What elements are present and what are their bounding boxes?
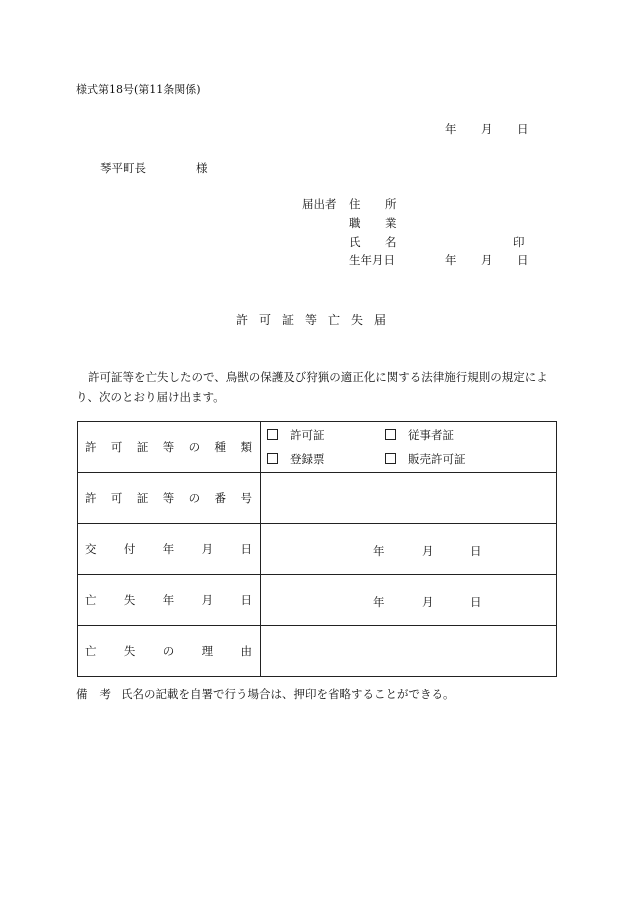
checkbox-icon[interactable] bbox=[267, 429, 278, 440]
label-char: 由 bbox=[240, 644, 252, 658]
label-char: 失 bbox=[123, 593, 136, 607]
label-char: 可 bbox=[110, 491, 123, 505]
label-spread bbox=[78, 541, 260, 557]
issue-date-month: 月 bbox=[422, 544, 434, 558]
label-char: 亡 bbox=[85, 593, 97, 607]
label-char: 種 bbox=[214, 440, 227, 454]
option-label: 許可証 bbox=[290, 428, 325, 442]
header-date-year: 年 bbox=[445, 122, 457, 136]
permit-type-option[interactable] bbox=[267, 451, 385, 467]
notifier-label: 届出者 bbox=[302, 197, 337, 211]
header-date-month: 月 bbox=[481, 122, 493, 136]
permit-type-option[interactable] bbox=[385, 451, 505, 467]
row-label-loss-date bbox=[78, 575, 261, 626]
loss-date-year: 年 bbox=[373, 595, 385, 609]
header-date-day: 日 bbox=[517, 122, 529, 136]
label-char: 可 bbox=[110, 440, 123, 454]
table-row-reason bbox=[78, 626, 557, 677]
loss-date-field[interactable] bbox=[261, 575, 557, 626]
permit-type-option[interactable] bbox=[385, 427, 505, 443]
issue-date-field[interactable] bbox=[261, 524, 557, 575]
field-char: 氏 bbox=[349, 235, 361, 249]
label-char: 月 bbox=[201, 542, 214, 556]
checkbox-icon[interactable] bbox=[385, 429, 396, 440]
row-label-reason bbox=[78, 626, 261, 677]
row-label-issue-date bbox=[78, 524, 261, 575]
label-char: 亡 bbox=[85, 644, 97, 658]
label-char: 許 bbox=[85, 491, 97, 505]
label-char: の bbox=[188, 491, 201, 505]
table-row-number bbox=[78, 473, 557, 524]
seal-mark: 印 bbox=[513, 235, 525, 249]
addressee-name: 琴平町長 bbox=[100, 161, 146, 175]
field-char: 業 bbox=[385, 216, 397, 230]
label-char: 番 bbox=[214, 491, 227, 505]
field-char: 生年月日 bbox=[349, 253, 395, 267]
field-char: 名 bbox=[385, 235, 397, 249]
form-table bbox=[77, 421, 557, 677]
form-number: 様式第18号(第11条関係) bbox=[76, 83, 201, 96]
label-char: 等 bbox=[162, 440, 175, 454]
label-char: 日 bbox=[240, 542, 252, 556]
option-label: 販売許可証 bbox=[408, 452, 466, 466]
label-char: 証 bbox=[136, 491, 149, 505]
permit-type-options bbox=[261, 422, 557, 473]
option-label: 従事者証 bbox=[408, 428, 454, 442]
intro-text: 許可証等を亡失したので、鳥獣の保護及び狩猟の適正化に関する法律施行規則の規定により、次のとおり届け出ます。 bbox=[76, 370, 548, 404]
label-char: 付 bbox=[123, 542, 136, 556]
birth-date-year: 年 bbox=[445, 253, 457, 267]
permit-type-option[interactable] bbox=[267, 427, 385, 443]
checkbox-icon[interactable] bbox=[267, 453, 278, 464]
label-char: 等 bbox=[162, 491, 175, 505]
remarks-label-2: 考 bbox=[99, 687, 111, 701]
field-char: 住 bbox=[349, 197, 361, 211]
remarks-label-1: 備 bbox=[76, 687, 88, 701]
issue-date-year: 年 bbox=[373, 544, 385, 558]
label-char: 日 bbox=[240, 593, 252, 607]
permit-number-field[interactable] bbox=[261, 473, 557, 524]
field-char: 職 bbox=[349, 216, 361, 230]
loss-reason-field[interactable] bbox=[261, 626, 557, 677]
loss-date-month: 月 bbox=[422, 595, 434, 609]
label-spread bbox=[78, 592, 260, 608]
document-title: 許可証等亡失届 bbox=[236, 313, 398, 327]
label-char: 類 bbox=[240, 440, 252, 454]
label-char: 失 bbox=[123, 644, 136, 658]
label-char: 証 bbox=[136, 440, 149, 454]
table-row-type bbox=[78, 422, 557, 473]
table-row-loss-date bbox=[78, 575, 557, 626]
birth-date-day: 日 bbox=[517, 253, 529, 267]
label-char: 理 bbox=[201, 644, 214, 658]
label-char: 号 bbox=[240, 491, 252, 505]
issue-date-day: 日 bbox=[470, 544, 482, 558]
option-label: 登録票 bbox=[290, 452, 325, 466]
label-char: 年 bbox=[162, 542, 175, 556]
remarks-text: 氏名の記載を自署で行う場合は、押印を省略することができる。 bbox=[121, 687, 455, 701]
label-spread bbox=[78, 643, 260, 659]
remarks bbox=[76, 689, 455, 701]
addressee-honorific: 様 bbox=[196, 161, 208, 175]
label-char: 許 bbox=[85, 440, 97, 454]
label-char: 月 bbox=[201, 593, 214, 607]
row-label-number bbox=[78, 473, 261, 524]
label-spread bbox=[78, 490, 260, 506]
row-label-type bbox=[78, 422, 261, 473]
label-char: の bbox=[188, 440, 201, 454]
label-char: の bbox=[162, 644, 175, 658]
checkbox-icon[interactable] bbox=[385, 453, 396, 464]
table-row-issue-date bbox=[78, 524, 557, 575]
birth-date-month: 月 bbox=[481, 253, 493, 267]
label-spread bbox=[78, 439, 260, 455]
field-char: 所 bbox=[385, 197, 397, 211]
label-char: 交 bbox=[85, 542, 97, 556]
loss-date-day: 日 bbox=[470, 595, 482, 609]
label-char: 年 bbox=[162, 593, 175, 607]
